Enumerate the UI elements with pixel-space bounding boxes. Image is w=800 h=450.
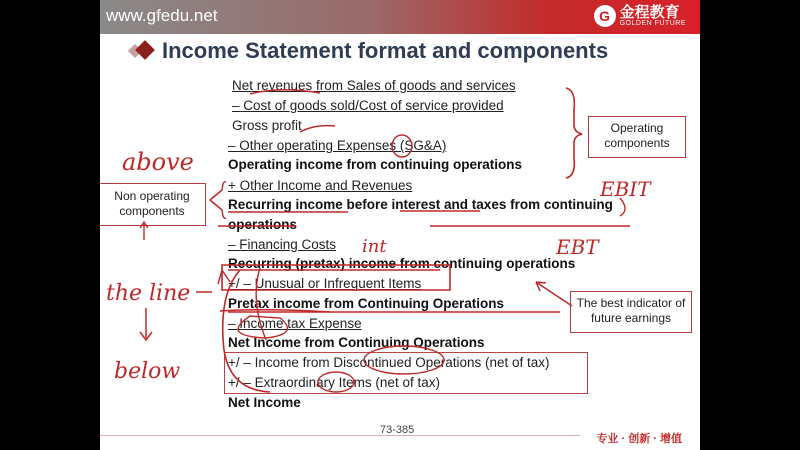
nonop-arrow [210, 190, 222, 210]
callout-operating-components: Operating components [588, 116, 686, 158]
line-income-tax: – Income tax Expense [228, 316, 362, 331]
callout-best-indicator: The best indicator of future earnings [570, 291, 692, 333]
handwritten-above: above [122, 148, 194, 176]
callout-non-operating-components: Non operating components [100, 183, 206, 226]
logo-chinese: 金程教育 [619, 3, 680, 21]
line-extraordinary: +/ – Extraordinary Items (net of tax) [228, 375, 440, 390]
operating-bracket [566, 88, 582, 178]
handwritten-ebt: EBT [556, 235, 599, 259]
line-discontinued: +/ – Income from Discontinued Operations (net of tax) [228, 355, 550, 370]
page-number: 73-385 [380, 424, 415, 436]
line-pretax-income: Pretax income from Continuing Operations [228, 296, 505, 311]
annotation-ink-layer [100, 0, 700, 450]
slide-title: Income Statement format and components [162, 38, 609, 63]
line-recurring-pretax: Recurring (pretax) income from continuing operations [228, 256, 576, 271]
line-unusual-items: +/ – Unusual or Infrequent Items [228, 276, 422, 291]
footer-slogan: 专业 · 创新 · 增值 [596, 433, 682, 445]
line-net-income-continuing: Net Income from Continuing Operations [228, 335, 485, 350]
line-net-revenues: Net revenues from Sales of goods and services [232, 78, 516, 93]
logo-english: GOLDEN FUTURE [619, 19, 686, 27]
line-gross-profit: Gross profit [232, 118, 302, 133]
line-other-income: + Other Income and Revenues [228, 178, 413, 193]
line-financing-costs: – Financing Costs [228, 237, 337, 252]
line-net-income: Net Income [228, 395, 301, 410]
site-url: www.gfedu.net [106, 6, 218, 25]
logo-icon: G [594, 5, 616, 27]
handwritten-int: int [362, 236, 387, 257]
handwritten-the-line: the line [106, 281, 191, 306]
footer-rule [100, 435, 580, 436]
line-operating-expenses: – Other operating Expenses (SG&A) [228, 138, 447, 153]
handwritten-below: below [114, 359, 181, 384]
line-operating-income: Operating income from continuing operations [228, 157, 523, 172]
line-cogs: – Cost of goods sold/Cost of service provided [232, 98, 504, 113]
line-recurring-ebit-cont: operations [228, 217, 298, 232]
line-recurring-ebit: Recurring income before interest and taxes from continuing [228, 197, 613, 212]
handwritten-ebit: EBIT [600, 177, 651, 201]
slide [100, 0, 700, 450]
